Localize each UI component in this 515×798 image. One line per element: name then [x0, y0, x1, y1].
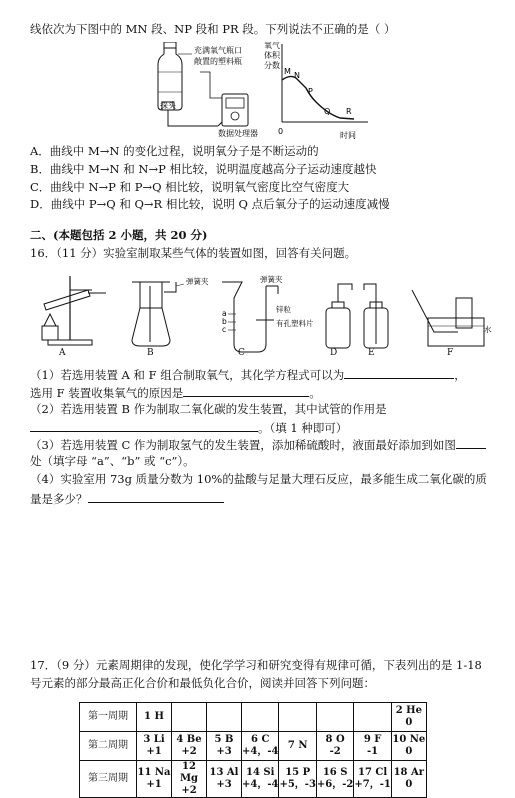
point-m: M	[284, 67, 291, 76]
element-cell: 1 H	[137, 703, 172, 732]
empty-cell	[354, 703, 391, 732]
data-processor-icon	[222, 94, 248, 126]
q17-stem-line2: 号元素的部分最高正化合价和最低负化合价，阅读并回答下列问题：	[30, 676, 375, 690]
q16-sub2-line2: 。（填 1 种即可）	[30, 419, 347, 436]
table-row	[80, 703, 427, 732]
row-head-period-3: 第三周期	[80, 761, 137, 798]
answer-blank-2[interactable]	[183, 384, 309, 397]
element-cell: 6 C +4，-4	[242, 732, 279, 761]
empty-cell	[242, 703, 279, 732]
y-axis-label-1: 氧气	[264, 42, 280, 50]
row-head-period-2: 第二周期	[80, 732, 137, 761]
periodic-table	[79, 702, 427, 798]
apparatus-f-icon	[412, 290, 484, 346]
answer-blank-3[interactable]	[30, 419, 258, 432]
q15-option-b: B．曲线中 M→N 和 N→P 相比较，说明温度越高分子运动速度越快	[30, 162, 377, 176]
empty-cell	[207, 703, 242, 732]
element-cell: 2 He 0	[391, 703, 426, 732]
q15-option-a: A．曲线中 M→N 的变化过程，说明氧分子是不断运动的	[30, 144, 319, 158]
q16-sub3-line2: 处（填字母 “a”、“b” 或 “c”）。	[30, 454, 195, 468]
label-c: C	[238, 348, 245, 358]
q16-sub4-line1: （4）实验室用 73g 质量分数为 10%的盐酸与足量大理石反应，最多能生成二氧化碳的质	[30, 472, 487, 486]
element-cell: 3 Li +1	[137, 732, 172, 761]
empty-cell	[172, 703, 207, 732]
point-p: P	[308, 87, 313, 96]
zinc-label: 锌粒	[276, 305, 291, 314]
table-row	[80, 761, 427, 798]
plate-label: 有孔塑料片	[276, 319, 314, 328]
empty-cell	[316, 703, 353, 732]
marker-c: c	[222, 325, 227, 334]
empty-cell	[279, 703, 316, 732]
origin-label: 0	[278, 127, 284, 136]
row-head-period-1: 第一周期	[80, 703, 137, 732]
q15-figure	[140, 42, 370, 142]
element-cell: 15 P +5，-3	[279, 761, 316, 798]
label-e: E	[368, 348, 375, 358]
point-q: Q	[324, 107, 331, 116]
element-cell: 7 N	[279, 732, 316, 761]
element-cell: 17 Cl +7，-1	[354, 761, 391, 798]
bottle-label-1: 充满氧气瓶口	[194, 46, 242, 55]
q16-stem: 16．（11 分）实验室制取某些气体的装置如图，回答有关问题。	[30, 246, 357, 260]
q15-option-d: D．曲线中 P→Q 和 Q→R 相比较，说明 Q 点后氧分子的运动速度减慢	[30, 197, 390, 211]
section-heading: 二、(本题包括 2 小题，共 20 分)	[30, 228, 208, 242]
element-cell: 18 Ar 0	[391, 761, 426, 798]
answer-blank-1[interactable]	[344, 366, 454, 379]
q16-sub1-line1: （1）若选用装置 A 和 F 组合制取氧气，其化学方程式可以为 ，	[30, 368, 466, 382]
answer-blank-4[interactable]	[456, 436, 486, 449]
apparatus-a-icon	[42, 276, 106, 345]
processor-label: 数据处理器	[218, 129, 258, 138]
y-axis-label-3: 分数	[264, 61, 280, 70]
answer-blank-5[interactable]	[88, 490, 224, 503]
element-cell: 12 Mg +2	[172, 761, 207, 798]
element-cell: 5 B +3	[207, 732, 242, 761]
label-a: A	[59, 348, 66, 358]
oxygen-curve	[282, 76, 354, 119]
element-cell: 4 Be +2	[172, 732, 207, 761]
apparatus-d-icon	[326, 284, 352, 348]
label-b: B	[147, 348, 154, 358]
element-cell: 8 O -2	[316, 732, 353, 761]
x-axis-label: 时间	[340, 131, 356, 140]
plastic-bottle-icon	[158, 42, 182, 110]
point-n: N	[294, 71, 300, 80]
label-f: F	[447, 348, 454, 358]
q15-option-c: C．曲线中 N→P 和 P→Q 相比较，说明氧气密度比空气密度大	[30, 180, 350, 194]
clamp-label-c: 弹簧夹	[260, 275, 283, 284]
y-axis-label-2: 体积	[264, 51, 280, 60]
element-cell: 13 Al +3	[207, 761, 242, 798]
probe-label: 探头	[160, 101, 176, 110]
q16-apparatus-figure	[28, 268, 498, 360]
q16-sub3-line1: （3）若选用装置 C 作为制取氢气的发生装置，添加稀硫酸时，液面最好添加到如图	[30, 436, 486, 453]
q16-sub1-line2: 选用 F 装置收集氧气的原因是 。	[30, 386, 321, 400]
label-d: D	[330, 348, 338, 358]
water-label: 水	[484, 325, 492, 334]
q16-sub4-line2: 量是多少？	[30, 490, 224, 507]
apparatus-e-icon	[364, 284, 388, 348]
q17-stem-line1: 17．（9 分）元素周期律的发现，使化学学习和研究变得有规律可循，下表列出的是 1-18	[30, 658, 482, 672]
element-cell: 16 S +6，-2	[316, 761, 353, 798]
apparatus-c-icon	[222, 282, 278, 352]
marker-a: a	[222, 309, 227, 318]
marker-b: b	[222, 317, 227, 326]
q16-sub2-line1: （2）若选用装置 B 作为制取二氧化碳的发生装置，其中试管的作用是	[30, 402, 387, 416]
table-row	[80, 732, 427, 761]
element-cell: 14 Si +4，-4	[242, 761, 279, 798]
element-cell: 9 F -1	[354, 732, 391, 761]
bottle-label-2: 敞置的塑料瓶	[194, 57, 242, 66]
clamp-label-b: 弹簧夹	[186, 277, 209, 286]
point-r: R	[346, 107, 352, 116]
q15-stem-tail: 线依次为下图中的 MN 段、NP 段和 PR 段。下列说法不正确的是（ ）	[30, 22, 396, 36]
apparatus-b-icon	[132, 282, 184, 346]
element-cell: 11 Na +1	[137, 761, 172, 798]
element-cell: 10 Ne 0	[391, 732, 426, 761]
